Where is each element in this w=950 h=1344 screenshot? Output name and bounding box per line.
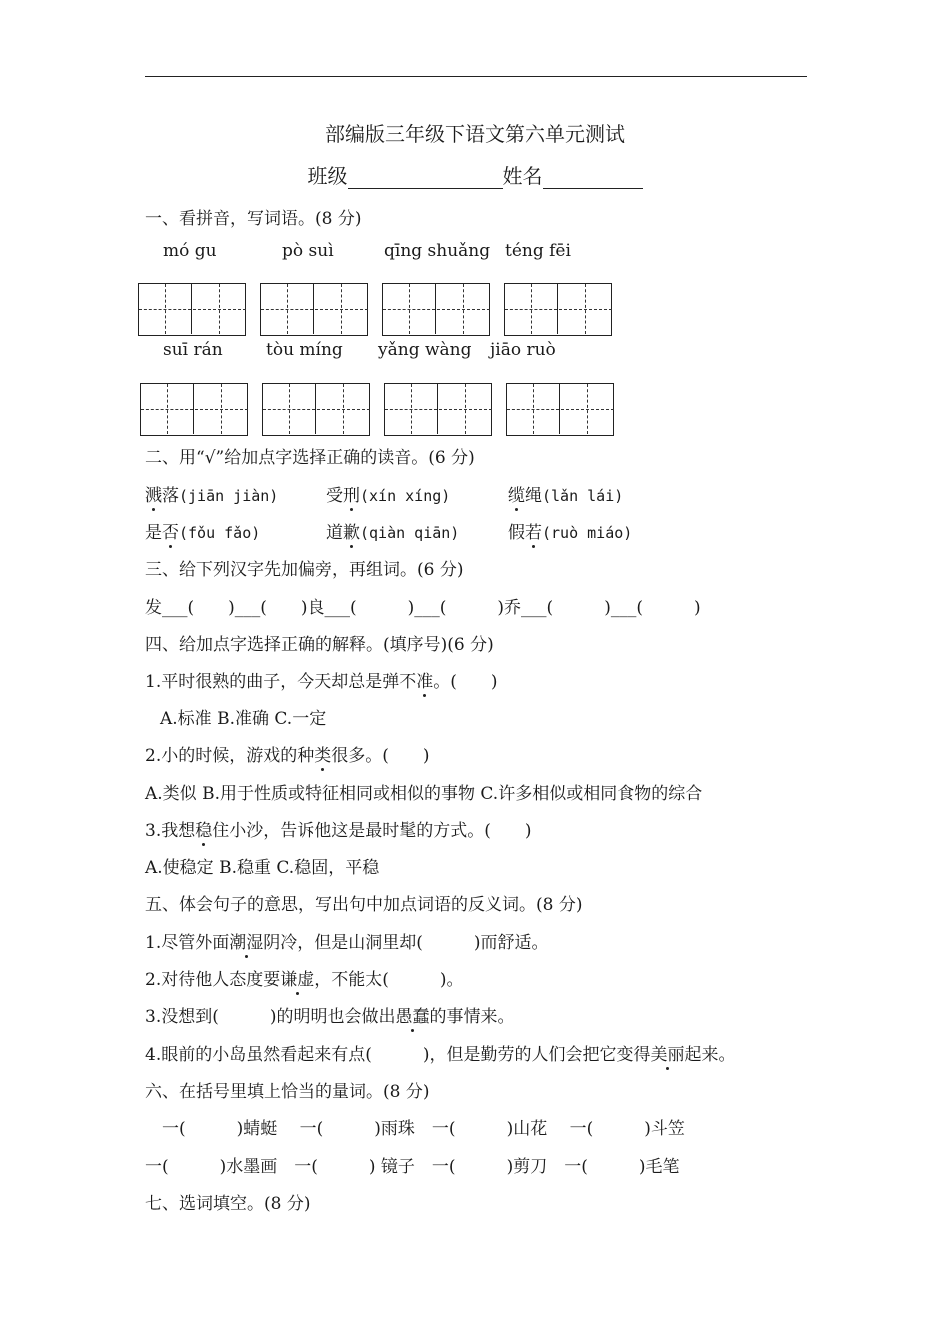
writing-box[interactable] [140,383,248,436]
q1-heading: 一、看拼音，写词语。(8 分) [145,209,362,229]
pinyin-8: jiāo ruò [490,340,556,360]
q7-heading: 七、选词填空。(8 分) [145,1194,311,1214]
writing-box[interactable] [506,383,614,436]
q5-sentence-3: 3.没想到( )的明明也会做出愚蠢的事情来。 [145,1002,514,1027]
q4-sentence-1: 1.平时很熟的曲子，今天却总是弹不准。( ) [145,667,498,692]
q3-heading: 三、给下列汉字先加偏旁，再组词。(6 分) [145,560,464,580]
q5-sentence-2: 2.对待他人态度要谦虚，不能太( )。 [145,965,464,990]
pinyin-2: pò suì [282,241,334,261]
writing-box[interactable] [138,283,246,336]
class-label: 班级 [307,164,348,188]
writing-box[interactable] [260,283,368,336]
writing-box[interactable] [504,283,612,336]
name-label: 姓名 [502,164,543,188]
q6-row-2: 一( )水墨画 一( ) 镜子 一( )剪刀 一( )毛笔 [145,1157,680,1177]
class-blank[interactable] [348,166,503,189]
pinyin-6: tòu míng [266,340,343,360]
top-rule [145,76,807,77]
q5-sentence-4: 4.眼前的小岛虽然看起来有点( )，但是勤劳的人们会把它变得美丽起来。 [145,1040,735,1065]
pinyin-1: mó gu [163,241,217,261]
pinyin-3: qīng shuǎng [384,241,491,261]
q4-heading: 四、给加点字选择正确的解释。(填序号)(6 分) [145,635,494,655]
q4-sentence-3: 3.我想稳住小沙，告诉他这是最时髦的方式。( ) [145,816,532,841]
q3-line: 发___( )___( )良___( )___( )乔___( )___( ) [145,598,701,618]
writing-box[interactable] [384,383,492,436]
pinyin-7: yǎng wàng [378,340,472,360]
q4-options-3: A.使稳定 B.稳重 C.稳固，平稳 [145,858,380,878]
class-name-line [0,160,950,189]
q2-item: 受刑(xín xíng) [326,481,450,506]
q2-item: 假若(ruò miáo) [508,518,632,543]
q2-item: 溅落(jiān jiàn) [145,481,278,506]
q2-heading: 二、用“√”给加点字选择正确的读音。(6 分) [145,448,475,468]
q5-heading: 五、体会句子的意思，写出句中加点词语的反义词。(8 分) [145,895,583,915]
pinyin-5: suī rán [163,340,223,360]
writing-box[interactable] [262,383,370,436]
q4-options-2: A.类似 B.用于性质或特征相同或相似的事物 C.许多相似或相同食物的综合 [145,784,703,804]
q6-heading: 六、在括号里填上恰当的量词。(8 分) [145,1082,430,1102]
q4-options-1: A.标准 B.准确 C.一定 [160,709,327,729]
name-blank[interactable] [543,166,643,189]
page-title: 部编版三年级下语文第六单元测试 [325,122,625,146]
pinyin-4: téng fēi [505,241,571,261]
q6-row-1: 一( )蜻蜓 一( )雨珠 一( )山花 一( )斗笠 [145,1119,685,1139]
q2-item: 道歉(qiàn qiān) [326,518,459,543]
q4-sentence-2: 2.小的时候，游戏的种类很多。( ) [145,741,430,766]
q5-sentence-1: 1.尽管外面潮湿阴冷，但是山洞里却( )而舒适。 [145,928,549,953]
writing-box[interactable] [382,283,490,336]
q2-item: 缆绳(lǎn lái) [508,481,623,506]
q2-item: 是否(fǒu fǎo) [145,518,260,543]
